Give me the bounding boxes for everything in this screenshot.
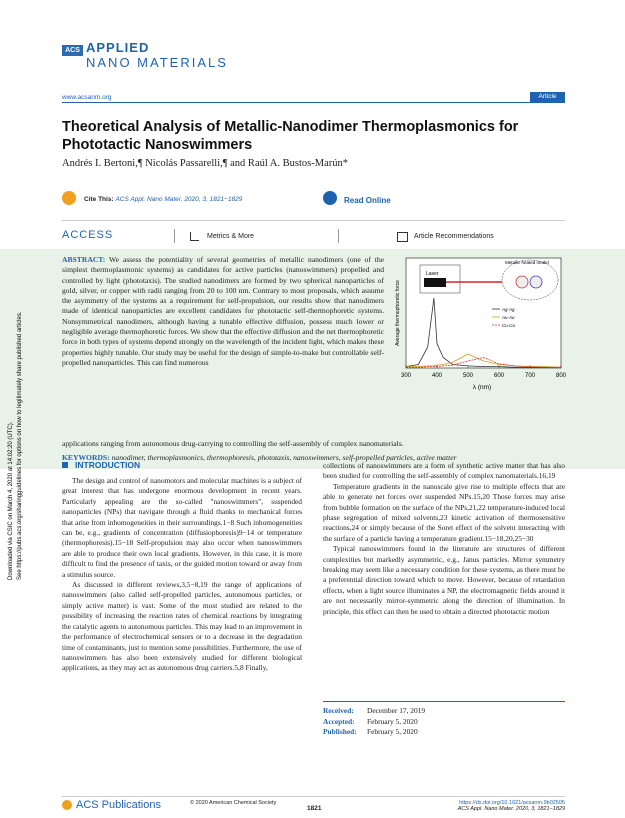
received-label: Received: xyxy=(323,706,354,715)
received-date: December 17, 2019 xyxy=(367,706,426,715)
intro-paragraph: Temperature gradients in the nanoscale give rise to multiple effects that are able to generate net forces over suspended NPs.15,20 Those forces may arise from bubble formation on the surface of the NPs,21,22 temperature-induced local phase segregation of mixed solvents,23 kinetic activation of thermosensitive reactions,24 or simply because of the Soret effect of the solvent interacting with the surface of a particle having a temperature gradient.15−18,20,25−30 xyxy=(323,481,565,543)
x-tick-label: 400 xyxy=(431,373,443,379)
recommendations-link[interactable]: Article Recommendations xyxy=(414,233,494,240)
article-dates xyxy=(323,706,425,738)
cite-icon[interactable] xyxy=(62,191,76,205)
header-divider xyxy=(62,102,565,103)
download-side-note xyxy=(2,250,28,580)
access-label: ACCESS xyxy=(62,229,114,241)
cite-label: Cite This: xyxy=(84,196,114,203)
site-url-link[interactable]: www.acsanm.org xyxy=(62,94,112,101)
intro-paragraph: As discussed in different reviews,3,5−8,19 the range of applications of nanoswimmers (also called self-propelled particles, autonomous particles, or simply active matter) is vast. Some of the most studied are related to the possibility of increasing the reaction rates of chemical reactions by integrating the catalytic agents to autonomous particles. This may lead to an improvement in the performance of electrochemical sensors or to a decrease in the degradation time of contaminants, just to mention some possibilities. Furthermore, the use of nanoswimmers has also been extensively studied for different biological applications, as they may act as autonomous drug carriers.5,8 Finally, xyxy=(62,580,302,673)
footer-citation: ACS Appl. Nano Mater. 2020, 3, 1821−1829 xyxy=(457,806,565,812)
section-marker-icon xyxy=(62,462,68,468)
y-axis-label: Average thermophoretic force xyxy=(395,280,401,346)
article-title: Theoretical Analysis of Metallic-Nanodimer Thermoplasmonics for Phototactic Nanoswimmers xyxy=(62,119,519,153)
metrics-link[interactable]: Metrics & More xyxy=(207,233,255,240)
keywords-label: KEYWORDS: xyxy=(62,453,110,462)
journal-logo-line1: APPLIED xyxy=(86,40,150,55)
x-tick-label: 300 xyxy=(400,373,412,379)
legend-entry-cu: Cu-Cu xyxy=(502,323,516,328)
dates-divider xyxy=(323,701,565,702)
x-axis-label: λ (nm) xyxy=(472,384,492,391)
nanosphere-right xyxy=(530,276,542,288)
cite-this[interactable] xyxy=(84,196,242,203)
publisher-name: ACS Publications xyxy=(76,799,161,811)
copyright-notice: © 2020 American Chemical Society xyxy=(190,800,277,806)
intro-paragraph: collections of nanoswimmers are a form of synthetic active matter that has also been studied for controlling the self-assembly of complex nanomaterials.16,19 xyxy=(323,461,565,481)
published-label: Published: xyxy=(323,727,357,736)
read-online-icon[interactable] xyxy=(323,191,337,205)
x-tick-label: 600 xyxy=(493,373,505,379)
x-tick-label: 700 xyxy=(524,373,536,379)
abstract-label: ABSTRACT: xyxy=(62,255,106,264)
abstract-body xyxy=(62,255,384,368)
laser-label: Laser xyxy=(426,271,439,277)
recommendations-icon[interactable] xyxy=(397,232,408,242)
abstract-tail: applications ranging from autonomous drug-carrying to controlling the self-assembly of complex nanomaterials. xyxy=(62,439,404,448)
read-online-button[interactable]: Read Online xyxy=(344,196,391,205)
keywords-text: nanodimer, thermoplasmonics, thermophoresis, phototaxis, nanoswimmers, self-propelled particles, active matter xyxy=(111,453,457,462)
accepted-label: Accepted: xyxy=(323,716,355,726)
journal-logo-line2: NANO MATERIALS xyxy=(86,55,228,70)
author-list: Andrés I. Bertoni,¶ Nicolás Passarelli,¶ and Raúl A. Bustos-Marún* xyxy=(62,158,348,169)
acs-publications-logo-icon xyxy=(62,800,72,810)
access-separator xyxy=(338,229,339,243)
footer-divider xyxy=(62,796,565,797)
x-tick-label: 500 xyxy=(462,373,474,379)
inset-label: Metallic heated model xyxy=(505,260,549,265)
doi-link[interactable]: https://dx.doi.org/10.1021/acsanm.9b02505 xyxy=(459,800,565,806)
intro-paragraph: Typical nanoswimmers found in the literature are structures of different complexities but markedly asymmetric, e.g., Janus particles. Mirror symmetry breaking may seem like a necessary condition for these systems, as there must be a preferential direction toward which to move. However, because of retardation effects, when a light source illuminates a NP, the electromagnetic fields around it are not necessarily mirror-symmetric along the direction of illumination. In principle, this effect can then be used to obtain a directed phototactic motion xyxy=(323,544,565,616)
toc-graphic-chart xyxy=(390,253,565,391)
side-note-line1: Downloaded via CSIC on March 4, 2020 at 14:02:20 (UTC). xyxy=(8,421,14,580)
x-tick-label: 800 xyxy=(555,373,567,379)
legend-entry-au: Au-Au xyxy=(502,315,515,320)
intro-paragraph: The design and control of nanomotors and molecular machines is a subject of great interest that has undergone enormous development in recent years. Particularly appealing are the so-called "nanoswimmers", suspended nanoparticles (NPs) that navigate through a fluid thanks to mechanical forces that arise from inhomogeneities in their surroundings.1−8 Such inhomogeneities can be, e.g., gradients of concentration (diffusiophoresis)9−14 or temperature (thermophoresis).15−18 Self-propulsion may also occur when nanoswimmers are able to produce their own local gradients. However, in this case, it is more difficult to find the presence of taxis, or the guided motion toward or away from a stimulus source. xyxy=(62,476,302,579)
intro-right-column xyxy=(323,461,565,617)
acs-logo-badge: ACS xyxy=(62,45,83,56)
cite-reference-link[interactable]: ACS Appl. Nano Mater. 2020, 3, 1821−1829 xyxy=(115,196,243,203)
cite-divider xyxy=(62,220,565,221)
page-number: 1821 xyxy=(307,805,322,812)
bar-chart-icon[interactable] xyxy=(190,232,199,241)
legend-entry-ag: Ag-Ag xyxy=(502,307,515,312)
intro-left-column xyxy=(62,476,302,674)
abstract-text: We assess the potentiality of several geometries of metallic nanodimers (one of the simplest thermoplasmonic systems) as candidates for active particles (nanoswimmers) propelled and controlled by light (phototaxis). The studied nanodimers are formed by two spherical nanoparticles of gold, silver, or copper with radii ranging from 20 to 100 nm. Contrary to most proposals, which assume the asymmetry of the systems as a requirement for self-propulsion, our results show that nanodimers made of identical nanoparticles are excellent candidates for phototactic self-thermophoretic systems. Nonsymmetrical nanodimers, although having a tunable effective diffusion, possess much lower or negligible average thermophoretic forces. We show that the effective diffusion and the net thermophoretic force in both types of systems depend strongly on the wavelength of the incident light, which makes these properties highly tunable. Our study may be useful for the design of simple-to-make but controllable self-propelled nanoparticles. This can find numerous xyxy=(62,255,384,367)
intro-heading: INTRODUCTION xyxy=(75,460,141,470)
nanosphere-left xyxy=(516,276,528,288)
accepted-date: February 5, 2020 xyxy=(367,716,418,726)
article-type-tag: Article xyxy=(530,92,565,102)
side-note-line2: See https://pubs.acs.org/sharingguidelines for options on how to legitimately share published articles. xyxy=(17,311,23,580)
laser-device-icon xyxy=(424,278,446,287)
published-date: February 5, 2020 xyxy=(367,727,418,736)
access-separator xyxy=(174,229,175,243)
